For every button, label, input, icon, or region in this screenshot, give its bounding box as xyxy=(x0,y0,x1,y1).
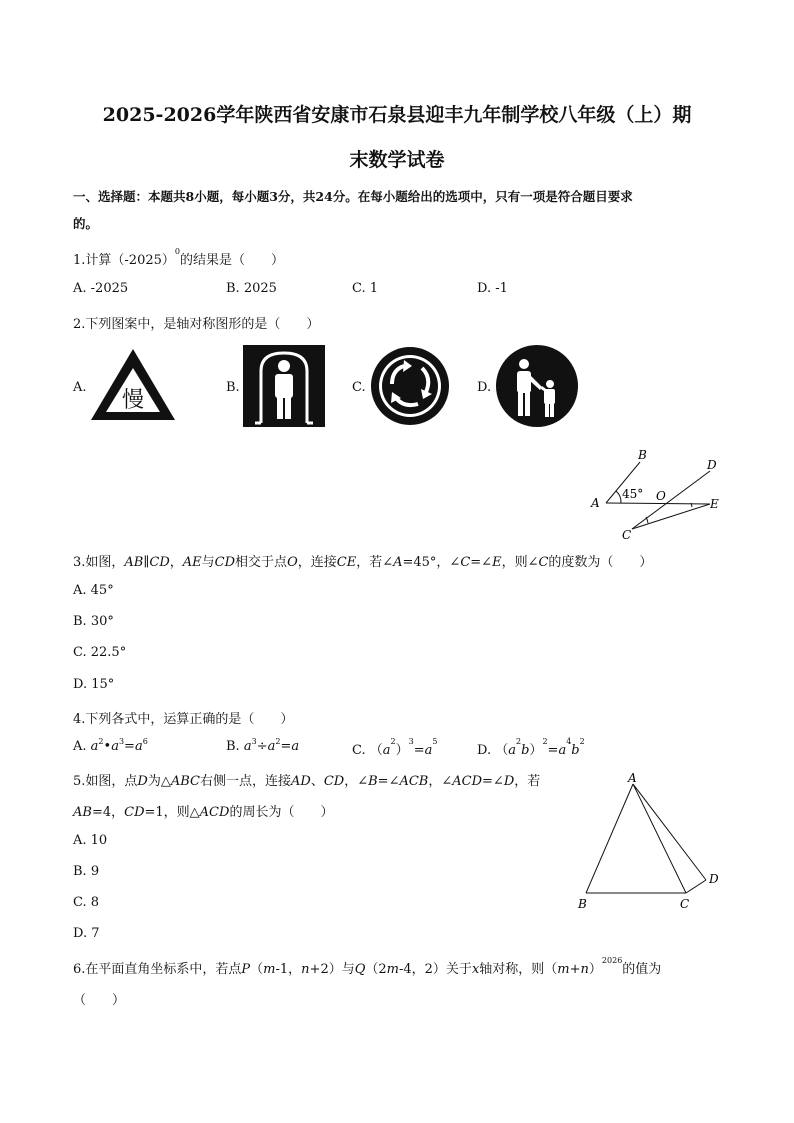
svg-text:A: A xyxy=(591,496,600,510)
q1-option-d: D. -1 xyxy=(477,281,508,296)
question-5-stem-line1: 5.如图，点D为△ABC右侧一点，连接AD、CD，∠B=∠ACB，∠ACD=∠D，若 xyxy=(73,774,541,789)
svg-text:C: C xyxy=(680,897,690,911)
q4-option-a: A. $a^2•a^3=a^6$ xyxy=(73,737,148,754)
question-3-stem: 3.如图，AB∥CD，AE与CD相交于点O，连接CE，若∠A=45°，∠C=∠E，则∠C的度数为（ ） xyxy=(73,555,653,570)
svg-text:B: B xyxy=(578,897,587,911)
page-title-line1: 2025-2026学年陕西省安康市石泉县迎丰九年制学校八年级（上）期 xyxy=(102,104,692,126)
q4-option-d: D. $(a^2b)^2=a^4b^2$ xyxy=(477,737,585,758)
q2-option-d-label: D. xyxy=(477,380,492,395)
q3-option-c: C. 22.5° xyxy=(73,645,127,660)
question-6-stem-line2: （ ） xyxy=(73,993,126,1008)
section-heading: 一、选择题：本题共8小题，每小题3分，共24分。在每小题给出的选项中，只有一项是符合题目要求 xyxy=(73,189,633,204)
svg-text:A: A xyxy=(628,771,637,785)
q5-option-a: A. 10 xyxy=(73,833,108,848)
q5-option-c: C. 8 xyxy=(73,895,100,910)
q3-option-d: D. 15° xyxy=(73,677,115,692)
svg-text:B: B xyxy=(638,448,647,462)
svg-text:D: D xyxy=(707,458,717,472)
pedestrians-sign-icon xyxy=(496,345,578,427)
page-title-line2: 末数学试卷 xyxy=(349,149,445,171)
q1-option-b: B. 2025 xyxy=(226,281,277,296)
question-4-stem: 4.下列各式中，运算正确的是（ ） xyxy=(73,712,294,727)
svg-text:D: D xyxy=(709,872,719,886)
question-1-stem: 1.计算$(-2025)^0$的结果是（ ） xyxy=(73,247,284,268)
q5-option-b: B. 9 xyxy=(73,864,100,879)
q5-triangle-figure xyxy=(570,768,730,914)
q2-option-c-label: C. xyxy=(352,380,366,395)
security-gate-person-icon xyxy=(243,345,325,427)
svg-text:E: E xyxy=(710,497,719,511)
question-2-stem: 2.下列图案中，是轴对称图形的是（ ） xyxy=(73,317,320,332)
slow-sign-triangle-icon xyxy=(88,346,178,424)
q3-option-b: B. 30° xyxy=(73,614,114,629)
question-5-stem-line2: AB=4，CD=1，则△ACD的周长为（ ） xyxy=(73,805,334,820)
q2-option-a-label: A. xyxy=(73,380,87,395)
svg-text:45°: 45° xyxy=(622,487,644,501)
q1-option-c: C. 1 xyxy=(352,281,379,296)
section-heading-cont: 的。 xyxy=(73,216,99,231)
q4-option-b: B. $a^3\div a^2=a$ xyxy=(226,737,300,754)
q3-option-a: A. 45° xyxy=(73,583,114,598)
roundabout-sign-icon xyxy=(370,346,450,426)
svg-text:C: C xyxy=(622,528,632,542)
question-6-stem-line1: 6.在平面直角坐标系中，若点P（m-1，n+2）与Q（2m-4，2）关于x轴对称，则$(m+n)^{2026}$的值为 xyxy=(73,956,662,977)
q5-option-d: D. 7 xyxy=(73,926,100,941)
q1-option-a: A. -2025 xyxy=(73,281,129,296)
slow-sign-char: 慢 xyxy=(121,388,145,413)
q4-option-c: C. $(a^2)^3=a^5$ xyxy=(352,737,438,758)
q2-option-b-label: B. xyxy=(226,380,240,395)
q3-geometry-figure xyxy=(586,446,736,546)
svg-text:O: O xyxy=(656,489,666,503)
